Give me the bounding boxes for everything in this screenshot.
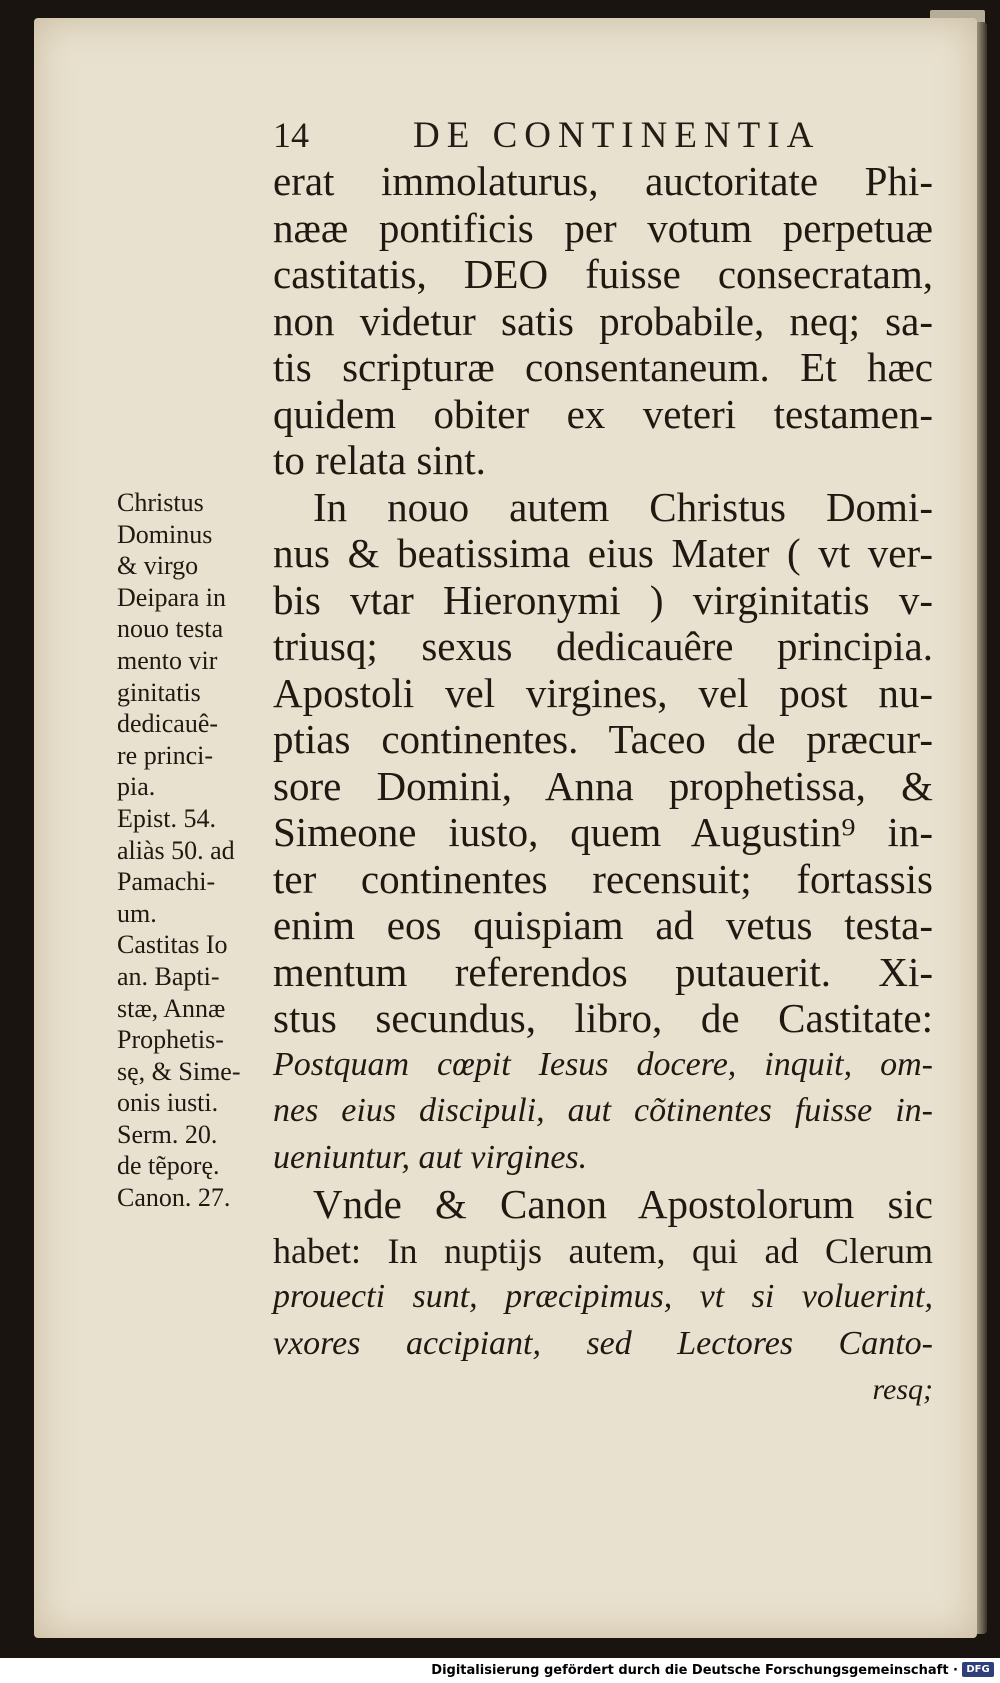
- quote-line: Postquam cœpit Iesus docere, inquit, om-: [273, 1045, 933, 1083]
- margin-note-line: an. Bapti-: [117, 961, 220, 991]
- margin-note-line: de tẽporę.: [117, 1151, 220, 1181]
- quote-line: nes eius discipuli, aut cõtinentes fuisse in-: [273, 1092, 933, 1129]
- margin-note-line: aliàs 50. ad: [117, 835, 235, 865]
- margin-note-line: dedicauê-: [117, 709, 219, 739]
- text-line: nus & beatissima eius Mater ( vt ver-: [273, 530, 933, 576]
- margin-note-line: & virgo: [117, 551, 199, 581]
- margin-note-line: um.: [117, 898, 157, 928]
- margin-note-line: Pamachi-: [117, 867, 216, 897]
- text-line: Apostoli vel virgines, vel post nu-: [273, 669, 933, 716]
- text-line: sore Domini, Anna prophetissa, &: [273, 762, 933, 809]
- page-number: 14: [273, 115, 309, 155]
- funding-credit: Digitalisierung gefördert durch die Deutsche Forschungsgemeinschaft ·: [431, 1663, 958, 1678]
- text-line: bis vtar Hieronymi ) virginitatis v-: [273, 576, 933, 623]
- margin-note-line: Prophetis-: [117, 1025, 224, 1055]
- text-line: enim eos quispiam ad vetus testa-: [273, 902, 933, 948]
- text-line: triusq; sexus dedicauêre principia.: [273, 623, 933, 669]
- margin-note-line: onis iusti.: [117, 1088, 219, 1118]
- margin-note-line: pia.: [117, 772, 156, 802]
- text-line: quidem obiter ex veteri testamen-: [273, 390, 933, 437]
- text-line: habet: In nuptijs autem, qui ad Clerum: [273, 1230, 933, 1271]
- dfg-logo-icon: DFG: [962, 1662, 994, 1677]
- text-line: In nouo autem Christus Domi-: [313, 483, 933, 530]
- margin-note-line: Canon. 27.: [117, 1183, 231, 1213]
- text-line: nææ pontificis per votum perpetuæ: [273, 204, 933, 251]
- text-line: stus secundus, libro, de Castitate:: [273, 995, 933, 1041]
- margin-note-line: Christus: [117, 488, 204, 517]
- margin-note-line: Deipara in: [117, 582, 227, 612]
- margin-note-line: Epist. 54.: [117, 803, 216, 833]
- main-text-block: [273, 158, 933, 1414]
- footer-bar: [0, 1658, 1000, 1683]
- margin-note-line: re princi-: [117, 740, 214, 770]
- text-line: mentum referendos putauerit. Xi-: [273, 948, 933, 995]
- text-line: non videtur satis probabile, neq; sa-: [273, 297, 933, 344]
- margin-note-line: sę, & Sime-: [117, 1056, 241, 1086]
- text-line: erat immolaturus, auctoritate Phi-: [273, 158, 933, 204]
- text-line: tis scripturæ consentaneum. Et hæc: [273, 344, 933, 390]
- margin-note-line: mento vir: [117, 645, 218, 675]
- margin-note-line: nouo testa: [117, 614, 224, 644]
- text-line: Vnde & Canon Apostolorum sic: [313, 1181, 933, 1227]
- margin-note-line: ginitatis: [117, 677, 201, 707]
- text-line: castitatis, DEO fuisse consecratam,: [273, 251, 933, 297]
- running-title: DE CONTINENTIA: [413, 115, 821, 156]
- catchword: resq;: [872, 1373, 933, 1406]
- text-line: to relata sint.: [273, 437, 486, 483]
- margin-note-line: Dominus: [117, 519, 213, 549]
- marginal-notes: [117, 487, 277, 1214]
- margin-note-line: Serm. 20.: [117, 1119, 218, 1149]
- text-line: ptias continentes. Taceo de præcur-: [273, 716, 933, 762]
- text-line: Simeone iusto, quem Augustin⁹ in-: [273, 809, 933, 855]
- margin-note-line: Castitas Io: [117, 930, 228, 960]
- quote-line: vxores accipiant, sed Lectores Canto-: [273, 1324, 933, 1362]
- quote-line: prouecti sunt, præcipimus, vt si voluerint,: [273, 1278, 933, 1315]
- margin-note-line: stæ, Annæ: [117, 993, 226, 1023]
- text-line: ter continentes recensuit; fortassis: [273, 855, 933, 902]
- quote-line: ueniuntur, aut virgines.: [273, 1138, 588, 1176]
- running-head: [273, 110, 833, 160]
